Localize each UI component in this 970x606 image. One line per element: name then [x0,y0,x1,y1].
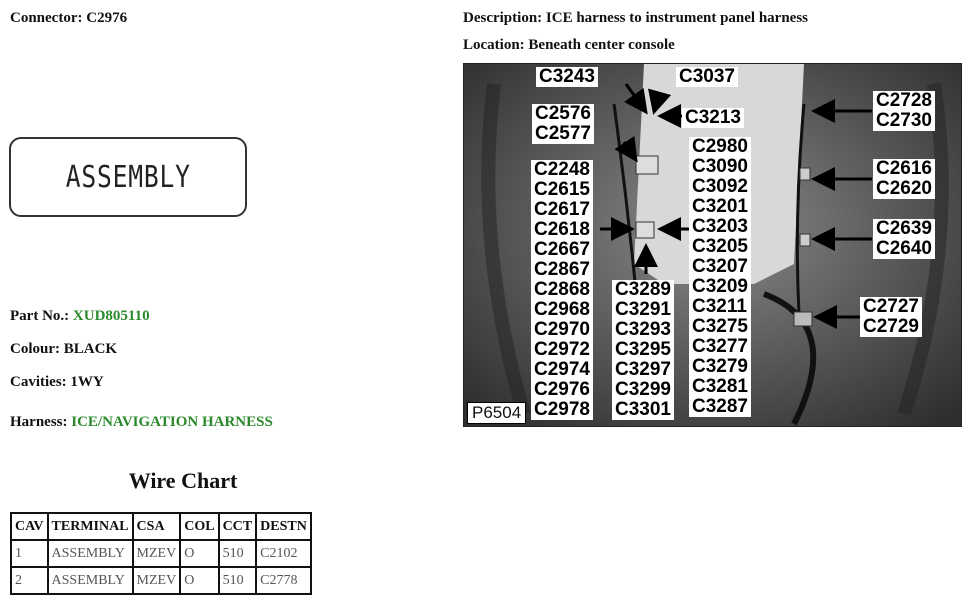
table-row: 1 ASSEMBLY MZEV O 510 C2102 [11,540,311,567]
description-value: ICE harness to instrument panel harness [545,10,809,26]
col-terminal: TERMINAL [48,513,133,540]
assembly-text: ASSEMBLY [65,159,191,195]
label-c2980-group: C2980 C3090 C3092 C3201 C3203 C3205 C3207 C3209 C3211 C3275 C3277 C3279 C3281 C3287 [689,137,751,417]
col-cct: CCT [219,513,257,540]
harness-line: Harness: ICE/NAVIGATION HARNESS [10,414,273,430]
table-row: 2 ASSEMBLY MZEV O 510 C2778 [11,567,311,594]
col-csa: CSA [133,513,181,540]
cavities-line: Cavities: 1WY [10,374,104,390]
assembly-drawing [9,137,247,217]
label-c3213: C3213 [682,108,744,128]
label-c2727: C2727 C2729 [860,297,922,337]
harness-link[interactable]: ICE/NAVIGATION HARNESS [71,414,273,430]
label-c2248-group: C2248 C2615 C2617 C2618 C2667 C2867 C2868 C2968 C2970 C2972 C2974 C2976 C2978 [531,160,593,420]
location-value: Beneath center console [528,37,675,53]
part-no-link[interactable]: XUD805110 [72,308,150,324]
connector-value: C2976 [86,10,128,26]
label-c2576: C2576 C2577 [532,104,594,144]
label-c2616: C2616 C2620 [873,159,935,199]
label-c3289-group: C3289 C3291 C3293 C3295 C3297 C3299 C3301 [612,280,674,420]
photo-id: P6504 [467,402,526,424]
description-line: Description: ICE harness to instrument panel harness [463,10,809,26]
label-c2639: C2639 C2640 [873,219,935,259]
label-c3243: C3243 [536,67,598,87]
wire-chart-title: Wire Chart [128,468,238,493]
location-photo [463,63,962,427]
connector-line: Connector: C2976 [10,10,128,26]
location-line: Location: Beneath center console [463,37,675,53]
colour-line: Colour: BLACK [10,341,118,357]
label-c3037: C3037 [676,67,738,87]
part-no-line: Part No.: XUD805110 [10,308,150,324]
col-cav: CAV [11,513,48,540]
col-col: COL [180,513,218,540]
col-destn: DESTN [256,513,311,540]
table-header-row [11,513,311,540]
wire-chart-table [10,512,312,595]
label-c2728: C2728 C2730 [873,91,935,131]
